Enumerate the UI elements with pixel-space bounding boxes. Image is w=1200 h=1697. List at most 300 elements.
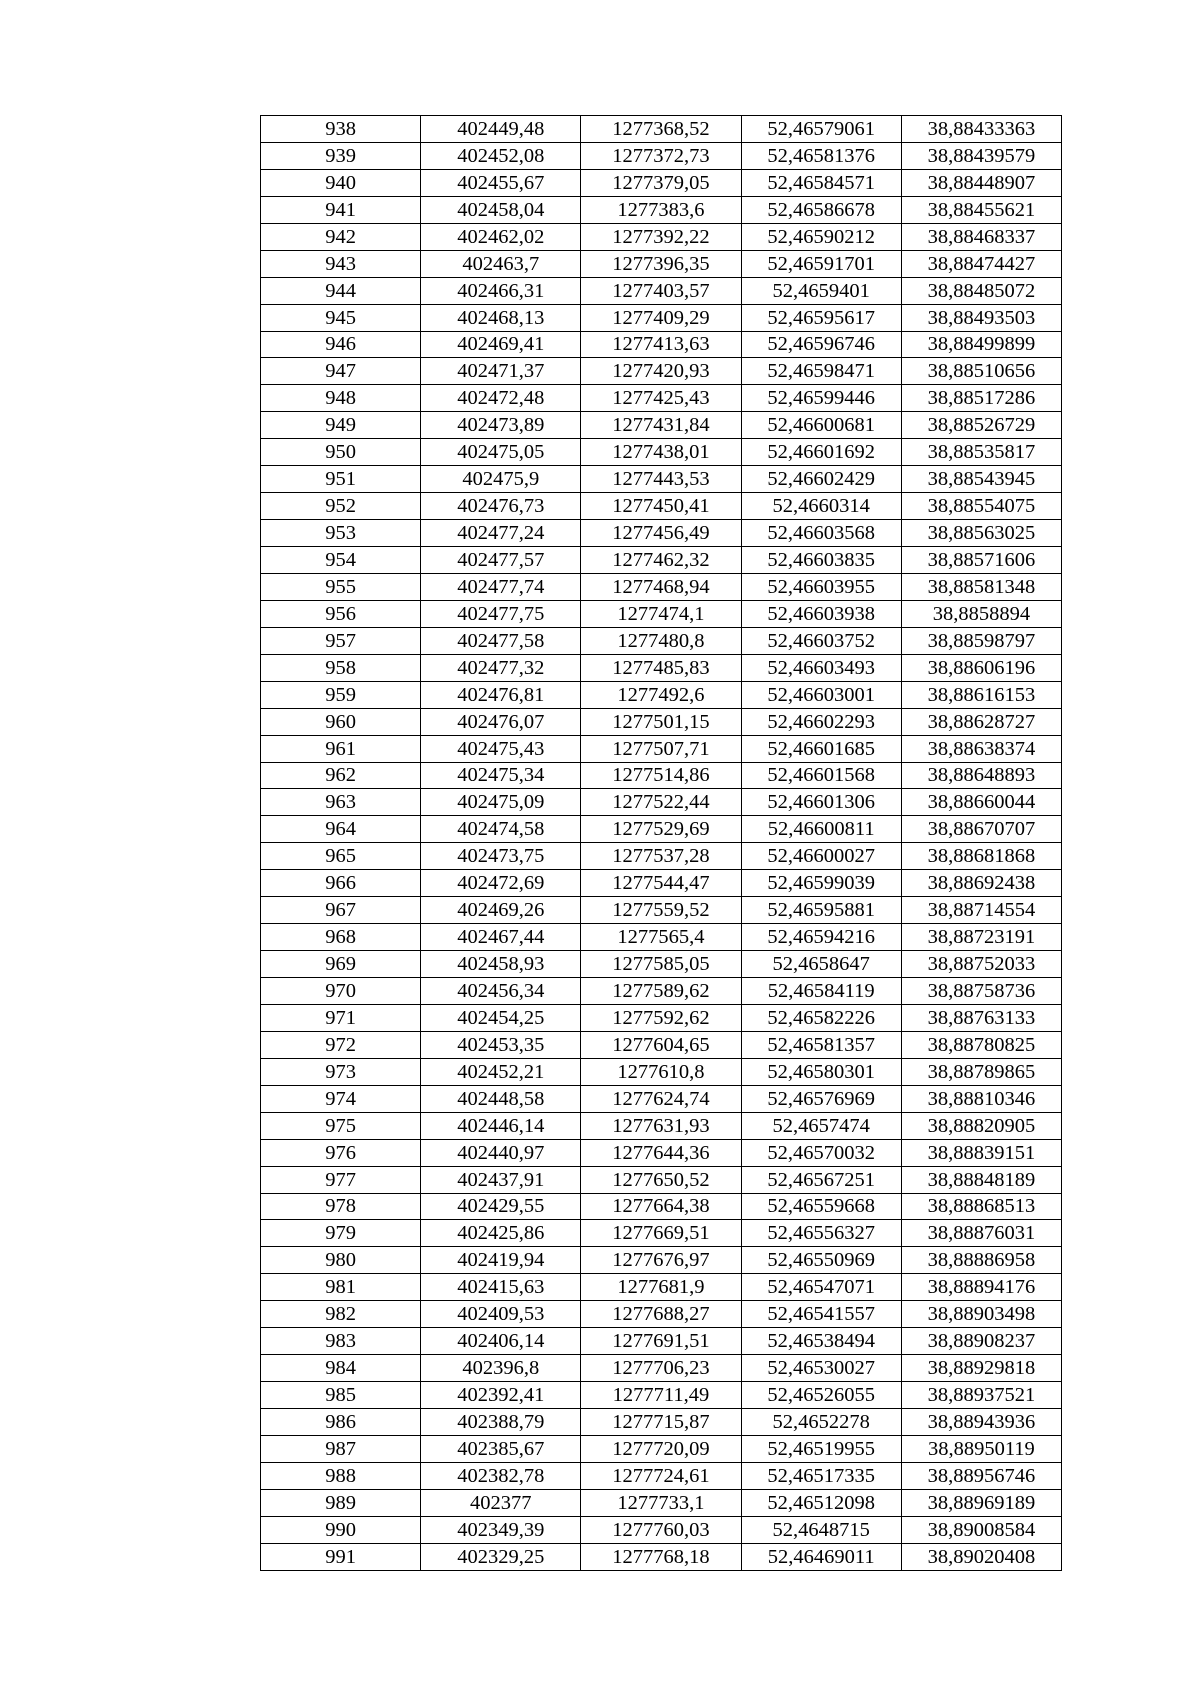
x-coordinate-cell: 402329,25 <box>421 1543 581 1570</box>
latitude-cell: 52,46602293 <box>741 708 901 735</box>
y-coordinate-cell: 1277559,52 <box>581 897 741 924</box>
latitude-cell: 52,46603752 <box>741 627 901 654</box>
longitude-cell: 38,88681868 <box>901 843 1061 870</box>
y-coordinate-cell: 1277403,57 <box>581 277 741 304</box>
table-row <box>261 1004 1062 1031</box>
x-coordinate-cell: 402469,26 <box>421 897 581 924</box>
longitude-cell: 38,88937521 <box>901 1382 1061 1409</box>
x-coordinate-cell: 402392,41 <box>421 1382 581 1409</box>
longitude-cell: 38,88598797 <box>901 627 1061 654</box>
longitude-cell: 38,88606196 <box>901 654 1061 681</box>
table-row <box>261 870 1062 897</box>
y-coordinate-cell: 1277706,23 <box>581 1355 741 1382</box>
y-coordinate-cell: 1277492,6 <box>581 681 741 708</box>
y-coordinate-cell: 1277589,62 <box>581 978 741 1005</box>
y-coordinate-cell: 1277396,35 <box>581 250 741 277</box>
point-number-cell: 964 <box>261 816 421 843</box>
point-number-cell: 967 <box>261 897 421 924</box>
longitude-cell: 38,88894176 <box>901 1274 1061 1301</box>
y-coordinate-cell: 1277733,1 <box>581 1489 741 1516</box>
y-coordinate-cell: 1277438,01 <box>581 439 741 466</box>
table-row <box>261 412 1062 439</box>
latitude-cell: 52,46559668 <box>741 1193 901 1220</box>
table-row <box>261 789 1062 816</box>
x-coordinate-cell: 402449,48 <box>421 116 581 143</box>
x-coordinate-cell: 402454,25 <box>421 1004 581 1031</box>
x-coordinate-cell: 402458,93 <box>421 951 581 978</box>
point-number-cell: 941 <box>261 196 421 223</box>
longitude-cell: 38,88474427 <box>901 250 1061 277</box>
x-coordinate-cell: 402425,86 <box>421 1220 581 1247</box>
x-coordinate-cell: 402409,53 <box>421 1301 581 1328</box>
table-row <box>261 1193 1062 1220</box>
table-row <box>261 1489 1062 1516</box>
x-coordinate-cell: 402473,89 <box>421 412 581 439</box>
latitude-cell: 52,46596746 <box>741 331 901 358</box>
latitude-cell: 52,46595617 <box>741 304 901 331</box>
point-number-cell: 948 <box>261 385 421 412</box>
point-number-cell: 986 <box>261 1409 421 1436</box>
point-number-cell: 952 <box>261 493 421 520</box>
y-coordinate-cell: 1277715,87 <box>581 1409 741 1436</box>
table-row <box>261 1543 1062 1570</box>
latitude-cell: 52,46600811 <box>741 816 901 843</box>
x-coordinate-cell: 402462,02 <box>421 223 581 250</box>
x-coordinate-cell: 402446,14 <box>421 1112 581 1139</box>
latitude-cell: 52,46538494 <box>741 1328 901 1355</box>
y-coordinate-cell: 1277681,9 <box>581 1274 741 1301</box>
latitude-cell: 52,46576969 <box>741 1085 901 1112</box>
latitude-cell: 52,46600027 <box>741 843 901 870</box>
latitude-cell: 52,46590212 <box>741 223 901 250</box>
longitude-cell: 38,88810346 <box>901 1085 1061 1112</box>
x-coordinate-cell: 402396,8 <box>421 1355 581 1382</box>
latitude-cell: 52,46603001 <box>741 681 901 708</box>
latitude-cell: 52,46591701 <box>741 250 901 277</box>
latitude-cell: 52,46601306 <box>741 789 901 816</box>
point-number-cell: 991 <box>261 1543 421 1570</box>
latitude-cell: 52,46584571 <box>741 169 901 196</box>
y-coordinate-cell: 1277420,93 <box>581 358 741 385</box>
longitude-cell: 38,88493503 <box>901 304 1061 331</box>
latitude-cell: 52,46599446 <box>741 385 901 412</box>
x-coordinate-cell: 402382,78 <box>421 1462 581 1489</box>
longitude-cell: 38,88535817 <box>901 439 1061 466</box>
longitude-cell: 38,88868513 <box>901 1193 1061 1220</box>
latitude-cell: 52,4652278 <box>741 1409 901 1436</box>
longitude-cell: 38,88908237 <box>901 1328 1061 1355</box>
table-body <box>261 116 1062 1571</box>
point-number-cell: 989 <box>261 1489 421 1516</box>
x-coordinate-cell: 402477,24 <box>421 520 581 547</box>
point-number-cell: 971 <box>261 1004 421 1031</box>
point-number-cell: 946 <box>261 331 421 358</box>
point-number-cell: 943 <box>261 250 421 277</box>
x-coordinate-cell: 402467,44 <box>421 924 581 951</box>
table-row <box>261 142 1062 169</box>
point-number-cell: 954 <box>261 547 421 574</box>
latitude-cell: 52,46595881 <box>741 897 901 924</box>
point-number-cell: 957 <box>261 627 421 654</box>
x-coordinate-cell: 402474,58 <box>421 816 581 843</box>
table-row <box>261 1409 1062 1436</box>
longitude-cell: 38,88758736 <box>901 978 1061 1005</box>
y-coordinate-cell: 1277392,22 <box>581 223 741 250</box>
y-coordinate-cell: 1277631,93 <box>581 1112 741 1139</box>
table-row <box>261 843 1062 870</box>
point-number-cell: 940 <box>261 169 421 196</box>
x-coordinate-cell: 402475,05 <box>421 439 581 466</box>
longitude-cell: 38,88563025 <box>901 520 1061 547</box>
longitude-cell: 38,88876031 <box>901 1220 1061 1247</box>
table-row <box>261 1058 1062 1085</box>
y-coordinate-cell: 1277514,86 <box>581 762 741 789</box>
table-row <box>261 816 1062 843</box>
latitude-cell: 52,4658647 <box>741 951 901 978</box>
y-coordinate-cell: 1277456,49 <box>581 520 741 547</box>
y-coordinate-cell: 1277604,65 <box>581 1031 741 1058</box>
latitude-cell: 52,4648715 <box>741 1516 901 1543</box>
x-coordinate-cell: 402475,9 <box>421 466 581 493</box>
table-row <box>261 116 1062 143</box>
longitude-cell: 38,88763133 <box>901 1004 1061 1031</box>
longitude-cell: 38,88455621 <box>901 196 1061 223</box>
y-coordinate-cell: 1277372,73 <box>581 142 741 169</box>
table-row <box>261 331 1062 358</box>
table-row <box>261 1139 1062 1166</box>
point-number-cell: 938 <box>261 116 421 143</box>
longitude-cell: 38,88499899 <box>901 331 1061 358</box>
point-number-cell: 976 <box>261 1139 421 1166</box>
longitude-cell: 38,88929818 <box>901 1355 1061 1382</box>
longitude-cell: 38,88571606 <box>901 547 1061 574</box>
longitude-cell: 38,88956746 <box>901 1462 1061 1489</box>
y-coordinate-cell: 1277610,8 <box>581 1058 741 1085</box>
y-coordinate-cell: 1277501,15 <box>581 708 741 735</box>
longitude-cell: 38,88839151 <box>901 1139 1061 1166</box>
x-coordinate-cell: 402475,43 <box>421 735 581 762</box>
x-coordinate-cell: 402468,13 <box>421 304 581 331</box>
table-row <box>261 600 1062 627</box>
longitude-cell: 38,88648893 <box>901 762 1061 789</box>
y-coordinate-cell: 1277368,52 <box>581 116 741 143</box>
point-number-cell: 958 <box>261 654 421 681</box>
point-number-cell: 979 <box>261 1220 421 1247</box>
longitude-cell: 38,88554075 <box>901 493 1061 520</box>
x-coordinate-cell: 402477,58 <box>421 627 581 654</box>
longitude-cell: 38,88723191 <box>901 924 1061 951</box>
latitude-cell: 52,46603493 <box>741 654 901 681</box>
y-coordinate-cell: 1277485,83 <box>581 654 741 681</box>
point-number-cell: 984 <box>261 1355 421 1382</box>
longitude-cell: 38,88581348 <box>901 573 1061 600</box>
latitude-cell: 52,46603835 <box>741 547 901 574</box>
latitude-cell: 52,46517335 <box>741 1462 901 1489</box>
point-number-cell: 961 <box>261 735 421 762</box>
latitude-cell: 52,46541557 <box>741 1301 901 1328</box>
x-coordinate-cell: 402476,73 <box>421 493 581 520</box>
longitude-cell: 38,89020408 <box>901 1543 1061 1570</box>
latitude-cell: 52,46567251 <box>741 1166 901 1193</box>
y-coordinate-cell: 1277507,71 <box>581 735 741 762</box>
y-coordinate-cell: 1277474,1 <box>581 600 741 627</box>
table-row <box>261 1031 1062 1058</box>
longitude-cell: 38,88660044 <box>901 789 1061 816</box>
point-number-cell: 963 <box>261 789 421 816</box>
y-coordinate-cell: 1277585,05 <box>581 951 741 978</box>
longitude-cell: 38,88820905 <box>901 1112 1061 1139</box>
table-row <box>261 681 1062 708</box>
latitude-cell: 52,46547071 <box>741 1274 901 1301</box>
table-row <box>261 924 1062 951</box>
point-number-cell: 988 <box>261 1462 421 1489</box>
table-row <box>261 897 1062 924</box>
y-coordinate-cell: 1277425,43 <box>581 385 741 412</box>
x-coordinate-cell: 402429,55 <box>421 1193 581 1220</box>
x-coordinate-cell: 402437,91 <box>421 1166 581 1193</box>
latitude-cell: 52,46603955 <box>741 573 901 600</box>
y-coordinate-cell: 1277462,32 <box>581 547 741 574</box>
point-number-cell: 950 <box>261 439 421 466</box>
longitude-cell: 38,88670707 <box>901 816 1061 843</box>
x-coordinate-cell: 402469,41 <box>421 331 581 358</box>
y-coordinate-cell: 1277624,74 <box>581 1085 741 1112</box>
table-row <box>261 1301 1062 1328</box>
y-coordinate-cell: 1277383,6 <box>581 196 741 223</box>
x-coordinate-cell: 402466,31 <box>421 277 581 304</box>
longitude-cell: 38,88616153 <box>901 681 1061 708</box>
longitude-cell: 38,88468337 <box>901 223 1061 250</box>
x-coordinate-cell: 402456,34 <box>421 978 581 1005</box>
y-coordinate-cell: 1277691,51 <box>581 1328 741 1355</box>
y-coordinate-cell: 1277537,28 <box>581 843 741 870</box>
latitude-cell: 52,46584119 <box>741 978 901 1005</box>
point-number-cell: 973 <box>261 1058 421 1085</box>
longitude-cell: 38,88543945 <box>901 466 1061 493</box>
point-number-cell: 960 <box>261 708 421 735</box>
longitude-cell: 38,88448907 <box>901 169 1061 196</box>
longitude-cell: 38,89008584 <box>901 1516 1061 1543</box>
table-row <box>261 520 1062 547</box>
point-number-cell: 970 <box>261 978 421 1005</box>
point-number-cell: 978 <box>261 1193 421 1220</box>
table-row <box>261 277 1062 304</box>
latitude-cell: 52,46601568 <box>741 762 901 789</box>
y-coordinate-cell: 1277522,44 <box>581 789 741 816</box>
table-row <box>261 169 1062 196</box>
latitude-cell: 52,4660314 <box>741 493 901 520</box>
table-row <box>261 1382 1062 1409</box>
y-coordinate-cell: 1277529,69 <box>581 816 741 843</box>
longitude-cell: 38,88517286 <box>901 385 1061 412</box>
point-number-cell: 944 <box>261 277 421 304</box>
table-row <box>261 1220 1062 1247</box>
table-row <box>261 304 1062 331</box>
point-number-cell: 987 <box>261 1435 421 1462</box>
longitude-cell: 38,8858894 <box>901 600 1061 627</box>
latitude-cell: 52,46586678 <box>741 196 901 223</box>
table-row <box>261 466 1062 493</box>
table-row <box>261 250 1062 277</box>
point-number-cell: 969 <box>261 951 421 978</box>
longitude-cell: 38,88950119 <box>901 1435 1061 1462</box>
table-row <box>261 1112 1062 1139</box>
coordinates-table <box>260 115 1062 1571</box>
y-coordinate-cell: 1277468,94 <box>581 573 741 600</box>
point-number-cell: 947 <box>261 358 421 385</box>
point-number-cell: 983 <box>261 1328 421 1355</box>
x-coordinate-cell: 402471,37 <box>421 358 581 385</box>
x-coordinate-cell: 402476,07 <box>421 708 581 735</box>
latitude-cell: 52,46581357 <box>741 1031 901 1058</box>
latitude-cell: 52,46570032 <box>741 1139 901 1166</box>
latitude-cell: 52,46579061 <box>741 116 901 143</box>
x-coordinate-cell: 402440,97 <box>421 1139 581 1166</box>
y-coordinate-cell: 1277676,97 <box>581 1247 741 1274</box>
latitude-cell: 52,46601685 <box>741 735 901 762</box>
latitude-cell: 52,4657474 <box>741 1112 901 1139</box>
y-coordinate-cell: 1277565,4 <box>581 924 741 951</box>
longitude-cell: 38,88628727 <box>901 708 1061 735</box>
table-row <box>261 1435 1062 1462</box>
table-row <box>261 951 1062 978</box>
y-coordinate-cell: 1277664,38 <box>581 1193 741 1220</box>
table-row <box>261 1355 1062 1382</box>
x-coordinate-cell: 402477,75 <box>421 600 581 627</box>
point-number-cell: 975 <box>261 1112 421 1139</box>
latitude-cell: 52,46556327 <box>741 1220 901 1247</box>
longitude-cell: 38,88780825 <box>901 1031 1061 1058</box>
table-row <box>261 1516 1062 1543</box>
latitude-cell: 52,46600681 <box>741 412 901 439</box>
latitude-cell: 52,46512098 <box>741 1489 901 1516</box>
y-coordinate-cell: 1277480,8 <box>581 627 741 654</box>
point-number-cell: 955 <box>261 573 421 600</box>
x-coordinate-cell: 402477,57 <box>421 547 581 574</box>
y-coordinate-cell: 1277768,18 <box>581 1543 741 1570</box>
latitude-cell: 52,46598471 <box>741 358 901 385</box>
point-number-cell: 939 <box>261 142 421 169</box>
x-coordinate-cell: 402453,35 <box>421 1031 581 1058</box>
longitude-cell: 38,88943936 <box>901 1409 1061 1436</box>
point-number-cell: 980 <box>261 1247 421 1274</box>
table-row <box>261 978 1062 1005</box>
x-coordinate-cell: 402472,48 <box>421 385 581 412</box>
point-number-cell: 974 <box>261 1085 421 1112</box>
longitude-cell: 38,88692438 <box>901 870 1061 897</box>
y-coordinate-cell: 1277650,52 <box>581 1166 741 1193</box>
x-coordinate-cell: 402476,81 <box>421 681 581 708</box>
latitude-cell: 52,46603938 <box>741 600 901 627</box>
latitude-cell: 52,46581376 <box>741 142 901 169</box>
latitude-cell: 52,46580301 <box>741 1058 901 1085</box>
y-coordinate-cell: 1277644,36 <box>581 1139 741 1166</box>
x-coordinate-cell: 402388,79 <box>421 1409 581 1436</box>
y-coordinate-cell: 1277688,27 <box>581 1301 741 1328</box>
table-row <box>261 1328 1062 1355</box>
point-number-cell: 942 <box>261 223 421 250</box>
table-row <box>261 223 1062 250</box>
table-row <box>261 385 1062 412</box>
point-number-cell: 968 <box>261 924 421 951</box>
point-number-cell: 956 <box>261 600 421 627</box>
longitude-cell: 38,88485072 <box>901 277 1061 304</box>
longitude-cell: 38,88886958 <box>901 1247 1061 1274</box>
y-coordinate-cell: 1277711,49 <box>581 1382 741 1409</box>
x-coordinate-cell: 402406,14 <box>421 1328 581 1355</box>
point-number-cell: 953 <box>261 520 421 547</box>
point-number-cell: 962 <box>261 762 421 789</box>
latitude-cell: 52,46602429 <box>741 466 901 493</box>
table-row <box>261 735 1062 762</box>
table-row <box>261 439 1062 466</box>
longitude-cell: 38,88903498 <box>901 1301 1061 1328</box>
latitude-cell: 52,46526055 <box>741 1382 901 1409</box>
y-coordinate-cell: 1277450,41 <box>581 493 741 520</box>
x-coordinate-cell: 402349,39 <box>421 1516 581 1543</box>
longitude-cell: 38,88848189 <box>901 1166 1061 1193</box>
x-coordinate-cell: 402463,7 <box>421 250 581 277</box>
x-coordinate-cell: 402472,69 <box>421 870 581 897</box>
latitude-cell: 52,46530027 <box>741 1355 901 1382</box>
latitude-cell: 52,46519955 <box>741 1435 901 1462</box>
x-coordinate-cell: 402452,08 <box>421 142 581 169</box>
point-number-cell: 965 <box>261 843 421 870</box>
longitude-cell: 38,88526729 <box>901 412 1061 439</box>
latitude-cell: 52,46594216 <box>741 924 901 951</box>
table-row <box>261 627 1062 654</box>
x-coordinate-cell: 402419,94 <box>421 1247 581 1274</box>
point-number-cell: 972 <box>261 1031 421 1058</box>
x-coordinate-cell: 402477,74 <box>421 573 581 600</box>
x-coordinate-cell: 402475,09 <box>421 789 581 816</box>
table-row <box>261 1274 1062 1301</box>
table-row <box>261 1247 1062 1274</box>
longitude-cell: 38,88510656 <box>901 358 1061 385</box>
x-coordinate-cell: 402452,21 <box>421 1058 581 1085</box>
longitude-cell: 38,88752033 <box>901 951 1061 978</box>
table-row <box>261 654 1062 681</box>
y-coordinate-cell: 1277724,61 <box>581 1462 741 1489</box>
point-number-cell: 990 <box>261 1516 421 1543</box>
y-coordinate-cell: 1277592,62 <box>581 1004 741 1031</box>
table-row <box>261 547 1062 574</box>
x-coordinate-cell: 402377 <box>421 1489 581 1516</box>
point-number-cell: 945 <box>261 304 421 331</box>
latitude-cell: 52,46603568 <box>741 520 901 547</box>
longitude-cell: 38,88789865 <box>901 1058 1061 1085</box>
table-row <box>261 573 1062 600</box>
x-coordinate-cell: 402477,32 <box>421 654 581 681</box>
point-number-cell: 977 <box>261 1166 421 1193</box>
point-number-cell: 959 <box>261 681 421 708</box>
y-coordinate-cell: 1277379,05 <box>581 169 741 196</box>
table-row <box>261 358 1062 385</box>
table-row <box>261 196 1062 223</box>
table-row <box>261 708 1062 735</box>
y-coordinate-cell: 1277760,03 <box>581 1516 741 1543</box>
point-number-cell: 951 <box>261 466 421 493</box>
table-row <box>261 762 1062 789</box>
table-row <box>261 1085 1062 1112</box>
latitude-cell: 52,46550969 <box>741 1247 901 1274</box>
point-number-cell: 985 <box>261 1382 421 1409</box>
point-number-cell: 981 <box>261 1274 421 1301</box>
y-coordinate-cell: 1277443,53 <box>581 466 741 493</box>
latitude-cell: 52,46599039 <box>741 870 901 897</box>
point-number-cell: 966 <box>261 870 421 897</box>
latitude-cell: 52,4659401 <box>741 277 901 304</box>
